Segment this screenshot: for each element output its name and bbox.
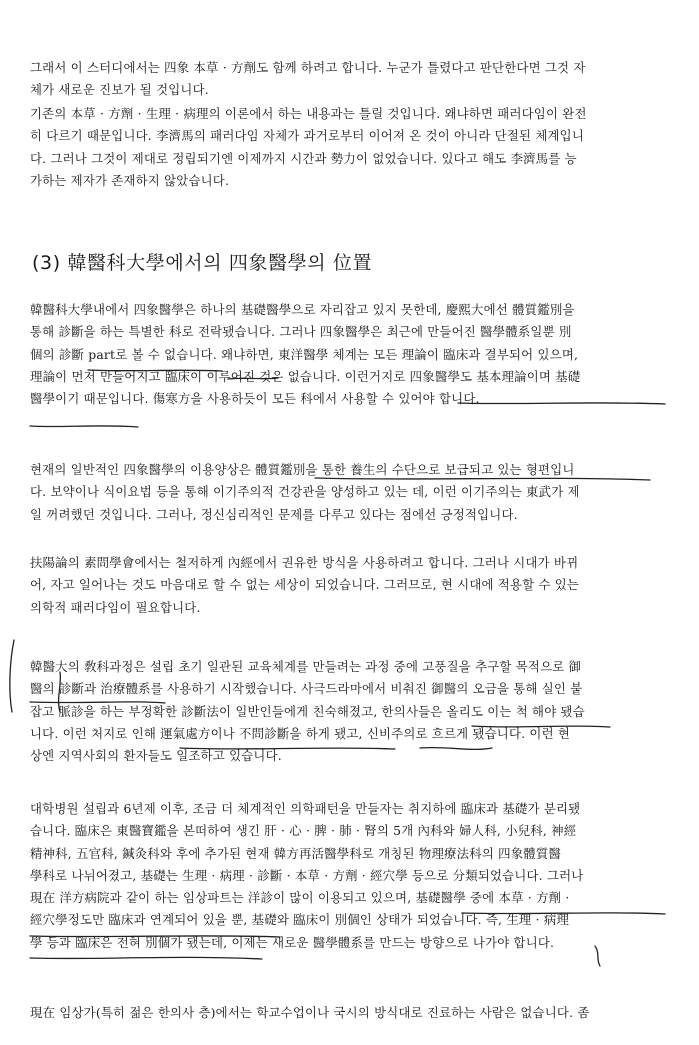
text-line: 現在 洋方病院과 같이 하는 임상파트는 洋診이 많이 이용되고 있으며, 基礎醫學 중에 本草 · 方劑 · [30, 890, 570, 906]
paragraph-fuyang-theory [30, 552, 670, 619]
paragraph-study-intro [30, 57, 670, 102]
text-line: 理論이 먼저 만들어지고 臨床이 이루어진 것은 없습니다. 이런거지로 四象醫學도 基本理論이며 基礎 [30, 368, 581, 384]
underline-mark [30, 957, 262, 959]
text-line: 통해 診斷을 하는 특별한 科로 전락됐습니다. 그러나 四象醫學은 최근에 만들어진 醫學體系일뿐 別 [30, 324, 572, 340]
text-line: 니다. 이런 처지로 인해 運氣處方이나 不問診斷을 하게 됐고, 신비주의로 흐르게 됐습니다. 이런 현 [30, 725, 571, 741]
text-line: 現在 임상가(특히 젊은 한의사 층)에서는 학교수업이나 국시의 방식대로 진료하는 사람은 없습니다. 좀 [30, 1005, 590, 1020]
paragraph-clinicians [30, 1002, 670, 1024]
text-line: 체가 새로운 진보가 될 것입니다. [30, 82, 209, 98]
text-line: 잡고 脈診을 하는 부정확한 診斷法이 일반인들에게 친숙해졌고, 한의사들은 올리도 이는 척 해야 됐습 [30, 703, 585, 719]
text-line: 대학병원 설립과 6년제 이후, 조금 더 체계적인 의학패턴을 만들자는 취지하에 臨床과 基礎가 분리됐 [30, 801, 581, 816]
underline-mark [10, 640, 14, 712]
text-line: 經穴學정도만 臨床과 연계되어 있을 뿐, 基礎와 臨床이 別個인 상태가 되었습니다. 즉, 生理 · 病理 [30, 912, 570, 928]
text-line: 醫의 診斷과 治療體系를 사용하기 시작했습니다. 사극드라마에서 비춰진 御醫의 오금을 통해 실인 붙 [30, 681, 583, 697]
text-line: 다. 그러나 그것이 제대로 정립되기엔 이제까지 시간과 勢力이 없었습니다. 있다고 해도 李濟馬를 능 [30, 150, 577, 166]
text-line: 學 등과 臨床은 전혀 別個가 됐는데, 이제는 새로운 醫學體系를 만드는 방향으로 나가야 합니다. [30, 934, 555, 950]
text-line: 의학적 패러다임이 필요합니다. [30, 599, 201, 615]
text-line: 다. 보약이나 식이요법 등을 통해 이기주의적 건강관을 양성하고 있는 데, 이런 이기주의는 東武가 제 [30, 484, 580, 500]
text-line: 韓醫大의 敎科과정은 설립 초기 일관된 교육체계를 만들려는 과정 중에 고풍질을 추구할 목적으로 御 [30, 659, 582, 674]
text-line: 精神科, 五官科, 鍼灸科와 후에 추가된 현재 韓方再活醫學科로 개칭된 物理療法科의 四象體質醫 [30, 845, 562, 861]
paragraph-position-in-college [30, 299, 670, 410]
section-heading: (3) 韓醫科大學에서의 四象醫學의 位置 [32, 252, 373, 274]
underline-mark [30, 426, 138, 427]
paragraph-paradigm [30, 103, 670, 192]
text-line: 扶陽論의 素問學會에서는 철저하게 內經에서 권유한 방식을 사용하려고 합니다. 그러나 시대가 바뀌 [30, 555, 579, 570]
text-line: 그래서 이 스터디에서는 四象 本草 · 方劑도 함께 하려고 합니다. 누군가 틀렸다고 판단한다면 그것 자 [30, 60, 586, 75]
text-line: 기존의 本草 · 方劑 · 生理 · 病理의 이론에서 하는 내용과는 틀릴 것입니다. 왜냐하면 패러다임이 완전 [30, 106, 587, 121]
text-line: 個의 診斷 part로 볼 수 없습니다. 왜냐하면, 東洋醫學 체계는 모든 理論이 臨床과 결부되어 있으며, [30, 346, 579, 362]
text-line: 醫學이기 때문입니다. 傷寒方을 사용하듯이 모든 科에서 사용할 수 있어야 합니다. [30, 391, 480, 407]
paragraph-curriculum [30, 656, 670, 767]
paragraph-university-hospital [30, 798, 670, 954]
text-line: 현재의 일반적인 四象醫學의 이용양상은 體質鑑別을 통한 養生의 수단으로 보급되고 있는 형편입니 [30, 462, 575, 477]
text-line: 상엔 지역사회의 환자들도 일조하고 있습니다. [30, 748, 282, 764]
text-line: 韓醫科大學내에서 四象醫學은 하나의 基礎醫學으로 자리잡고 있지 못한데, 慶熙大에선 體質鑑別을 [30, 302, 575, 317]
text-line: 가하는 제자가 존재하지 않았습니다. [30, 172, 230, 188]
text-line: 어, 자고 일어나는 것도 마음대로 할 수 없는 세상이 되었습니다. 그러므로, 현 시대에 적용할 수 있는 [30, 577, 580, 593]
text-line: 습니다. 臨床은 東醫寶鑑을 본떠하여 생긴 肝 · 心 · 脾 · 肺 · 腎의 5개 內科와 婦人科, 小兒科, 神經 [30, 823, 577, 839]
text-line: 學科로 나뉘어졌고, 基礎는 生理 · 病理 · 診斷 · 本草 · 方劑 · 經穴學 등으로 分類되었습니다. 그러나 [30, 867, 584, 883]
text-line: 히 다르기 때문입니다. 李濟馬의 패러다임 자체가 과거로부터 이어져 온 것이 아니라 단절된 체계입니 [30, 128, 585, 144]
text-line: 일 꺼려했던 것입니다. 그러나, 정신심리적인 문제를 다루고 있다는 점에선 긍정적입니다. [30, 506, 518, 522]
paragraph-current-usage [30, 459, 670, 526]
